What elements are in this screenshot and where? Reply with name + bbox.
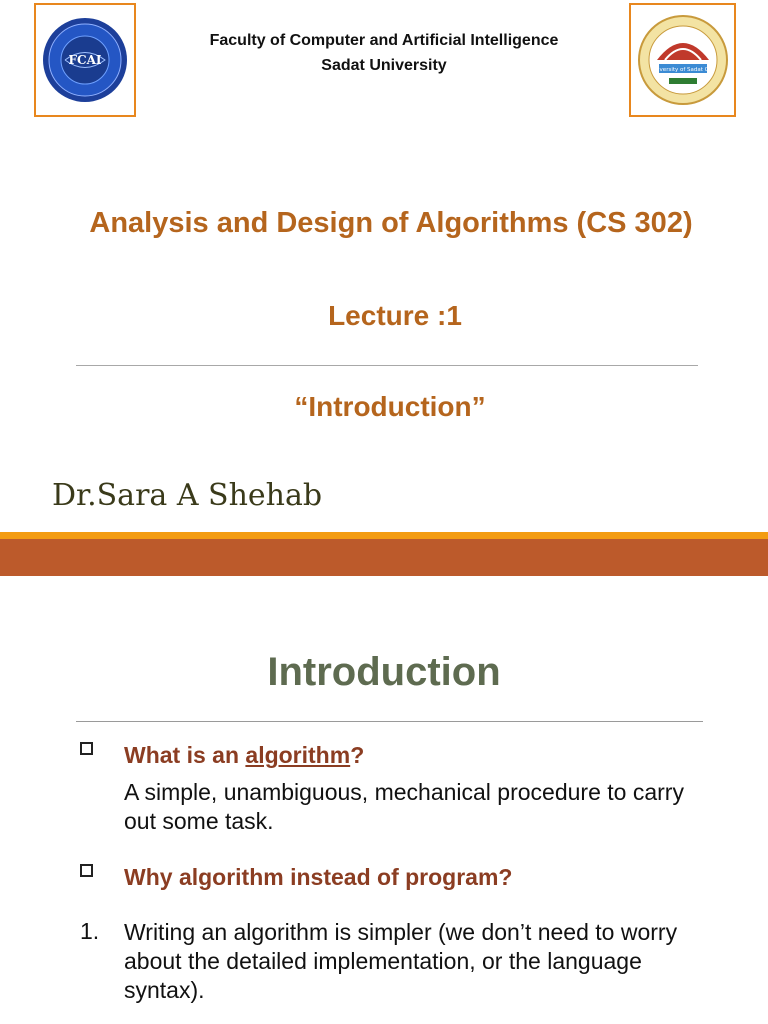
slide-title-divider [76,721,703,722]
checkbox-bullet-icon [80,742,93,755]
algorithm-term: algorithm [245,742,351,768]
faculty-logo [34,3,136,117]
university-name: Sadat University [321,57,447,74]
university-logo [629,3,736,117]
sadat-university-seal-icon [635,8,731,112]
course-title: Analysis and Design of Algorithms (CS 302) [89,207,693,239]
question-text-1: What is an algorithm? [124,742,365,768]
answer-text-1: A simple, unambiguous, mechanical procedure to carry out some task. [124,779,684,834]
question-bullet-2 [80,864,513,890]
title-divider [76,365,698,366]
slide-title: Introduction [267,650,501,694]
lecture-number: Lecture :1 [328,300,462,331]
slide-separator-band [0,539,768,576]
faculty-name: Faculty of Computer and Artificial Intelligence [209,32,559,49]
slide-separator-accent [0,532,768,539]
ecai-faculty-logo-icon [40,10,130,110]
svg-text:FCAI: FCAI [68,53,102,67]
checkbox-bullet-icon [80,864,93,877]
question-bullet-1 [80,742,365,768]
item-text: Writing an algorithm is simpler (we don’t need to worry about the detailed implementation, or the language syntax). [124,919,678,1003]
lecture-topic: “Introduction” [294,391,486,422]
author-name: Dr.Sara A Shehab [52,478,323,513]
question-text-2: Why algorithm instead of program? [124,864,513,890]
introduction-slide [0,578,768,1024]
item-number: 1. [80,918,100,944]
svg-text:University of Sadat City: University of Sadat City [650,67,715,73]
